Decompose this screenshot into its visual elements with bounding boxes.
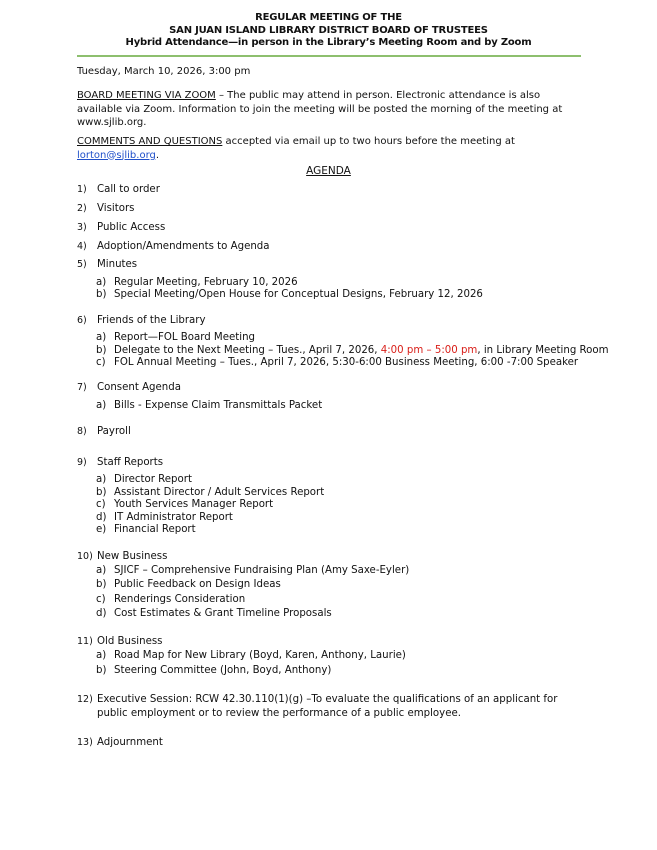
- zoom-notice-heading: BOARD MEETING VIA ZOOM: [77, 90, 216, 101]
- comments-notice-text: accepted via email up to two hours before the meeting at: [222, 136, 515, 147]
- header-line-2: SAN JUAN ISLAND LIBRARY DISTRICT BOARD OF TRUSTEES: [169, 24, 488, 36]
- sub-item: [96, 499, 273, 512]
- sub-item: [96, 345, 609, 358]
- agenda-title: AGENDA: [306, 165, 351, 177]
- sub-item-text: Cost Estimates & Grant Timeline Proposals: [114, 608, 332, 619]
- sub-item-letter: b): [96, 345, 107, 356]
- item-label: Payroll: [97, 426, 131, 437]
- sub-item-text-after: , in Library Meeting Room: [477, 345, 609, 356]
- document-header: [0, 12, 657, 50]
- item-number: 13): [77, 737, 93, 748]
- item-number: 5): [77, 259, 87, 270]
- header-divider: [77, 55, 581, 57]
- item-number: 2): [77, 203, 87, 214]
- sub-item-letter: d): [96, 512, 107, 523]
- item-label: Old Business: [97, 636, 163, 647]
- item-number: 3): [77, 222, 87, 233]
- item-label: Minutes: [97, 259, 138, 270]
- sub-item-letter: a): [96, 650, 107, 661]
- meeting-date: Tuesday, March 10, 2026, 3:00 pm: [77, 66, 251, 77]
- comments-notice-end: .: [155, 149, 160, 161]
- sub-item-text: Report—FOL Board Meeting: [114, 332, 256, 343]
- sub-item-letter: a): [96, 400, 107, 411]
- sub-item-letter: b): [96, 289, 107, 300]
- sub-item-letter: c): [96, 357, 106, 368]
- item-label: Adoption/Amendments to Agenda: [97, 241, 270, 252]
- sub-item: [96, 650, 406, 663]
- sub-item-letter: b): [96, 665, 107, 676]
- sub-item-text: Steering Committee (John, Boyd, Anthony): [114, 665, 332, 676]
- sub-item-text: Renderings Consideration: [114, 594, 246, 605]
- sub-item-text: Public Feedback on Design Ideas: [114, 579, 281, 590]
- sub-item: [96, 277, 298, 290]
- sub-item-text: Delegate to the Next Meeting – Tues., April 7, 2026,: [114, 345, 381, 356]
- item-number: 8): [77, 426, 87, 437]
- sub-item-letter: c): [96, 499, 106, 510]
- sub-item: [96, 357, 578, 370]
- sub-item: [96, 487, 324, 500]
- item-label: Staff Reports: [97, 457, 164, 468]
- sub-item-highlight-time: 4:00 pm – 5:00 pm: [380, 345, 478, 356]
- sub-item-letter: a): [96, 565, 107, 576]
- item-label: Friends of the Library: [97, 315, 206, 326]
- sub-item-letter: a): [96, 474, 107, 485]
- sub-item: [96, 608, 332, 621]
- sub-item-text: IT Administrator Report: [114, 512, 233, 523]
- sub-item-text: SJICF – Comprehensive Fundraising Plan (Amy Saxe-Eyler): [114, 565, 410, 576]
- item-label: Public Access: [97, 222, 166, 233]
- item-number: 7): [77, 382, 87, 393]
- sub-item-letter: b): [96, 579, 107, 590]
- sub-item-letter: a): [96, 332, 107, 343]
- sub-item-letter: c): [96, 594, 106, 605]
- item-label: Consent Agenda: [97, 382, 181, 393]
- sub-item-letter: d): [96, 608, 107, 619]
- zoom-notice-text: – The public may attend in person. Electronic attendance is also available via Zoom. Information to join the meeting will be posted the morning of the meeting at www.sjlib.org.: [77, 90, 563, 128]
- sub-item: [96, 665, 331, 678]
- item-number: 1): [77, 184, 87, 195]
- item-label: Call to order: [97, 184, 160, 195]
- sub-item: [96, 400, 322, 413]
- sub-item: [96, 594, 245, 607]
- sub-item-letter: b): [96, 487, 107, 498]
- sub-item-text: Financial Report: [114, 524, 196, 535]
- sub-item-text: FOL Annual Meeting – Tues., April 7, 2026, 5:30-6:00 Business Meeting, 6:00 -7:00 Speaker: [114, 357, 579, 368]
- sub-item: [96, 474, 192, 487]
- header-line-1: REGULAR MEETING OF THE: [255, 12, 402, 23]
- sub-item-text: Assistant Director / Adult Services Report: [114, 487, 325, 498]
- comments-notice: [77, 135, 587, 162]
- item-number: 6): [77, 315, 87, 326]
- sub-item: [96, 524, 196, 537]
- sub-item-text: Regular Meeting, February 10, 2026: [114, 277, 298, 288]
- sub-item: [96, 289, 483, 302]
- sub-item: [96, 512, 233, 525]
- item-number: 10): [77, 551, 93, 562]
- item-label: Adjournment: [97, 737, 163, 748]
- sub-item: [96, 332, 255, 345]
- sub-item-text: Director Report: [114, 474, 192, 485]
- email-link[interactable]: lorton@sjlib.org: [77, 149, 156, 161]
- item-number: 11): [77, 636, 93, 647]
- item-number: 12): [77, 694, 93, 705]
- sub-item-text: Youth Services Manager Report: [114, 499, 274, 510]
- sub-item-text: Road Map for New Library (Boyd, Karen, Anthony, Laurie): [114, 650, 406, 661]
- sub-item: [96, 565, 409, 578]
- item-label: Executive Session: RCW 42.30.110(1)(g) –To evaluate the qualifications of an applicant for public employment or to review the performance of a public employee.: [97, 694, 558, 719]
- item-number: 9): [77, 457, 87, 468]
- header-line-3: Hybrid Attendance—in person in the Library’s Meeting Room and by Zoom: [125, 37, 532, 48]
- zoom-notice: [77, 89, 587, 130]
- sub-item-text: Special Meeting/Open House for Conceptual Designs, February 12, 2026: [114, 289, 483, 300]
- sub-item-text: Bills - Expense Claim Transmittals Packet: [114, 400, 323, 411]
- comments-notice-heading: COMMENTS AND QUESTIONS: [77, 136, 223, 147]
- sub-item: [96, 579, 281, 592]
- item-label: New Business: [97, 551, 168, 562]
- sub-item-letter: a): [96, 277, 107, 288]
- item-label: Visitors: [97, 203, 135, 214]
- item-number: 4): [77, 241, 87, 252]
- sub-item-letter: e): [96, 524, 107, 535]
